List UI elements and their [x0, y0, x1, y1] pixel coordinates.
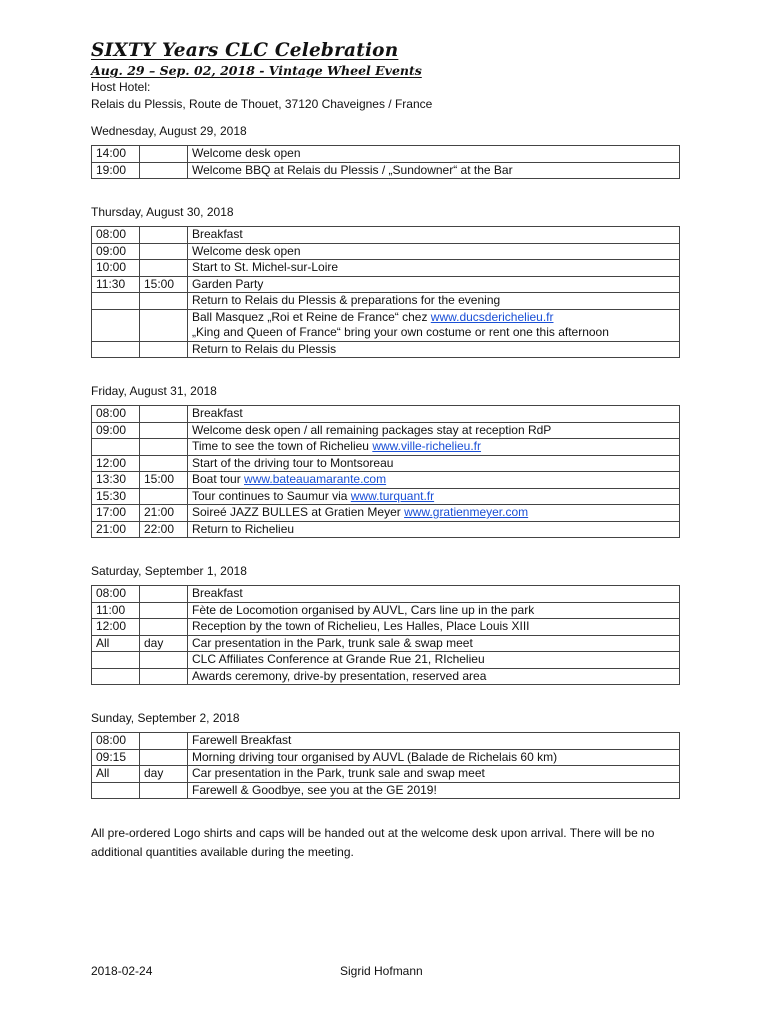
schedule-row — [92, 602, 680, 619]
start-time-cell: 09:00 — [92, 243, 140, 260]
schedule-row — [92, 341, 680, 358]
event-website-link[interactable]: www.ducsderichelieu.fr — [430, 309, 554, 324]
event-website-link[interactable]: www.ville-richelieu.fr — [372, 439, 482, 453]
schedule-row — [92, 422, 680, 439]
start-time-cell — [92, 439, 140, 456]
start-time-cell: 17:00 — [92, 505, 140, 522]
schedule-row — [92, 652, 680, 669]
end-time-cell: day — [140, 635, 188, 652]
event-description-cell — [188, 505, 680, 522]
schedule-row — [92, 293, 680, 310]
event-description-cell — [188, 341, 680, 358]
start-time-cell — [92, 782, 140, 799]
event-description-cell — [188, 439, 680, 456]
schedule-row — [92, 309, 680, 341]
schedule-row — [92, 162, 680, 179]
event-description: Start of the driving tour to Montsoreau — [192, 455, 394, 470]
event-description-cell — [188, 227, 680, 244]
event-description-cell — [188, 146, 680, 163]
event-description: Garden Party — [192, 276, 264, 291]
end-time-cell: 15:00 — [140, 276, 188, 293]
event-description: Welcome desk open — [192, 243, 301, 258]
event-description-cell — [188, 488, 680, 505]
schedule-table — [91, 405, 680, 538]
end-time-cell — [140, 422, 188, 439]
event-description: Awards ceremony, drive-by presentation, reserved area — [192, 668, 487, 683]
document-subtitle: Aug. 29 – Sep. 02, 2018 - Vintage Wheel Events — [91, 63, 422, 78]
event-description: Return to Relais du Plessis & preparations for the evening — [192, 293, 501, 307]
day-heading: Saturday, September 1, 2018 — [91, 564, 247, 578]
start-time-cell: 09:15 — [92, 749, 140, 766]
event-description: Breakfast — [192, 227, 243, 241]
event-description: Reception by the town of Richelieu, Les Halles, Place Louis XIII — [192, 619, 530, 633]
start-time-cell: All — [92, 635, 140, 652]
event-description-cell — [188, 586, 680, 603]
schedule-table — [91, 226, 680, 358]
event-description-line2: „King and Queen of France“ bring your own costume or rent one this afternoon — [192, 325, 609, 339]
event-description: Welcome desk open — [192, 146, 301, 160]
event-description-cell — [188, 619, 680, 636]
start-time-cell: 08:00 — [92, 586, 140, 603]
end-time-cell: day — [140, 766, 188, 783]
day-heading: Friday, August 31, 2018 — [91, 384, 217, 398]
event-description: Welcome BBQ at Relais du Plessis / „Sundowner“ at the Bar — [192, 162, 513, 177]
schedule-table — [91, 585, 680, 685]
end-time-cell — [140, 668, 188, 685]
schedule-row — [92, 749, 680, 766]
event-description: Time to see the town of Richelieu — [192, 439, 373, 453]
end-time-cell — [140, 162, 188, 179]
event-description: Welcome desk open / all remaining packages stay at reception RdP — [192, 422, 552, 437]
end-time-cell: 21:00 — [140, 505, 188, 522]
start-time-cell: All — [92, 766, 140, 783]
end-time-cell — [140, 227, 188, 244]
event-description-cell — [188, 276, 680, 293]
end-time-cell — [140, 455, 188, 472]
end-time-cell — [140, 749, 188, 766]
end-time-cell — [140, 439, 188, 456]
schedule-row — [92, 227, 680, 244]
event-description: Car presentation in the Park, trunk sale & swap meet — [192, 635, 473, 650]
document-page — [91, 40, 680, 861]
end-time-cell: 22:00 — [140, 521, 188, 538]
schedule-row — [92, 505, 680, 522]
start-time-cell: 08:00 — [92, 227, 140, 244]
schedule-row — [92, 488, 680, 505]
end-time-cell — [140, 782, 188, 799]
event-website-link[interactable]: www.turquant.fr — [350, 488, 435, 503]
event-description: CLC Affiliates Conference at Grande Rue 21, RIchelieu — [192, 652, 485, 666]
start-time-cell: 21:00 — [92, 521, 140, 538]
event-description-cell — [188, 260, 680, 277]
event-description-cell — [188, 162, 680, 179]
end-time-cell — [140, 309, 188, 341]
end-time-cell — [140, 488, 188, 505]
schedule-row — [92, 521, 680, 538]
event-description-cell — [188, 635, 680, 652]
event-description-cell — [188, 243, 680, 260]
event-description: Boat tour — [192, 472, 245, 486]
start-time-cell: 12:00 — [92, 455, 140, 472]
schedule-row — [92, 668, 680, 685]
event-description: Soireé JAZZ BULLES at Gratien Meyer — [192, 505, 405, 519]
start-time-cell: 08:00 — [92, 406, 140, 423]
host-hotel-address: Relais du Plessis, Route de Thouet, 37120 Chaveignes / France — [91, 97, 433, 111]
event-description-cell — [188, 766, 680, 783]
schedule-table — [91, 145, 680, 179]
event-description-cell — [188, 652, 680, 669]
end-time-cell — [140, 652, 188, 669]
document-title: SIXTY Years CLC Celebration — [91, 40, 399, 61]
start-time-cell — [92, 652, 140, 669]
end-time-cell: 15:00 — [140, 472, 188, 489]
host-hotel-label: Host Hotel: — [91, 80, 151, 94]
start-time-cell: 15:30 — [92, 488, 140, 505]
schedule-row — [92, 439, 680, 456]
day-heading: Wednesday, August 29, 2018 — [91, 124, 247, 138]
schedule-row — [92, 619, 680, 636]
schedule-row — [92, 733, 680, 750]
schedule-table — [91, 732, 680, 799]
start-time-cell: 13:30 — [92, 472, 140, 489]
footer-date: 2018-02-24 — [91, 964, 153, 978]
end-time-cell — [140, 602, 188, 619]
end-time-cell — [140, 341, 188, 358]
start-time-cell: 11:30 — [92, 276, 140, 293]
footer-author: Sigrid Hofmann — [340, 964, 423, 978]
event-description-cell — [188, 521, 680, 538]
page-footer — [91, 964, 680, 980]
start-time-cell: 11:00 — [92, 602, 140, 619]
event-description-cell — [188, 733, 680, 750]
event-description-cell — [188, 782, 680, 799]
schedule-row — [92, 766, 680, 783]
start-time-cell — [92, 341, 140, 358]
start-time-cell: 08:00 — [92, 733, 140, 750]
event-description: Ball Masquez „Roi et Reine de France“ chez — [192, 309, 431, 324]
event-description: Return to Relais du Plessis — [192, 341, 337, 356]
end-time-cell — [140, 619, 188, 636]
event-description: Farewell & Goodbye, see you at the GE 2019! — [192, 782, 437, 797]
event-description-cell — [188, 602, 680, 619]
shirts-caps-note: All pre-ordered Logo shirts and caps will be handed out at the welcome desk upon arrival. There will be no additional quantities available during the meeting. — [91, 826, 655, 859]
event-description: Fète de Locomotion organised by AUVL, Cars line up in the park — [192, 602, 535, 617]
event-description: Return to Richelieu — [192, 521, 295, 536]
schedule-row — [92, 243, 680, 260]
start-time-cell — [92, 293, 140, 310]
start-time-cell: 10:00 — [92, 260, 140, 277]
event-description: Breakfast — [192, 586, 243, 600]
event-description: Breakfast — [192, 406, 243, 420]
start-time-cell — [92, 668, 140, 685]
schedule-row — [92, 455, 680, 472]
end-time-cell — [140, 146, 188, 163]
day-heading: Thursday, August 30, 2018 — [91, 205, 234, 219]
end-time-cell — [140, 293, 188, 310]
start-time-cell: 14:00 — [92, 146, 140, 163]
schedule-row — [92, 472, 680, 489]
schedule-row — [92, 260, 680, 277]
end-time-cell — [140, 733, 188, 750]
event-description-cell — [188, 309, 680, 341]
day-heading: Sunday, September 2, 2018 — [91, 711, 240, 725]
end-time-cell — [140, 586, 188, 603]
event-description: Farewell Breakfast — [192, 733, 292, 747]
schedule-row — [92, 406, 680, 423]
event-description-cell — [188, 668, 680, 685]
event-description: Start to St. Michel-sur-Loire — [192, 260, 339, 274]
schedule-row — [92, 782, 680, 799]
start-time-cell: 19:00 — [92, 162, 140, 179]
event-website-link[interactable]: www.bateauamarante.com — [244, 472, 387, 486]
event-website-link[interactable]: www.gratienmeyer.com — [404, 505, 529, 519]
event-description-cell — [188, 406, 680, 423]
schedule-row — [92, 276, 680, 293]
schedule-row — [92, 635, 680, 652]
event-description-cell — [188, 422, 680, 439]
event-description: Car presentation in the Park, trunk sale and swap meet — [192, 766, 485, 780]
event-description-cell — [188, 749, 680, 766]
end-time-cell — [140, 406, 188, 423]
start-time-cell: 09:00 — [92, 422, 140, 439]
schedule-row — [92, 586, 680, 603]
end-time-cell — [140, 243, 188, 260]
start-time-cell — [92, 309, 140, 341]
schedule-row — [92, 146, 680, 163]
event-description: Tour continues to Saumur via — [192, 488, 351, 503]
event-description-cell — [188, 293, 680, 310]
event-description-cell — [188, 472, 680, 489]
start-time-cell: 12:00 — [92, 619, 140, 636]
event-description-cell — [188, 455, 680, 472]
schedule-days — [91, 123, 680, 824]
end-time-cell — [140, 260, 188, 277]
event-description: Morning driving tour organised by AUVL (Balade de Richelais 60 km) — [192, 749, 558, 764]
